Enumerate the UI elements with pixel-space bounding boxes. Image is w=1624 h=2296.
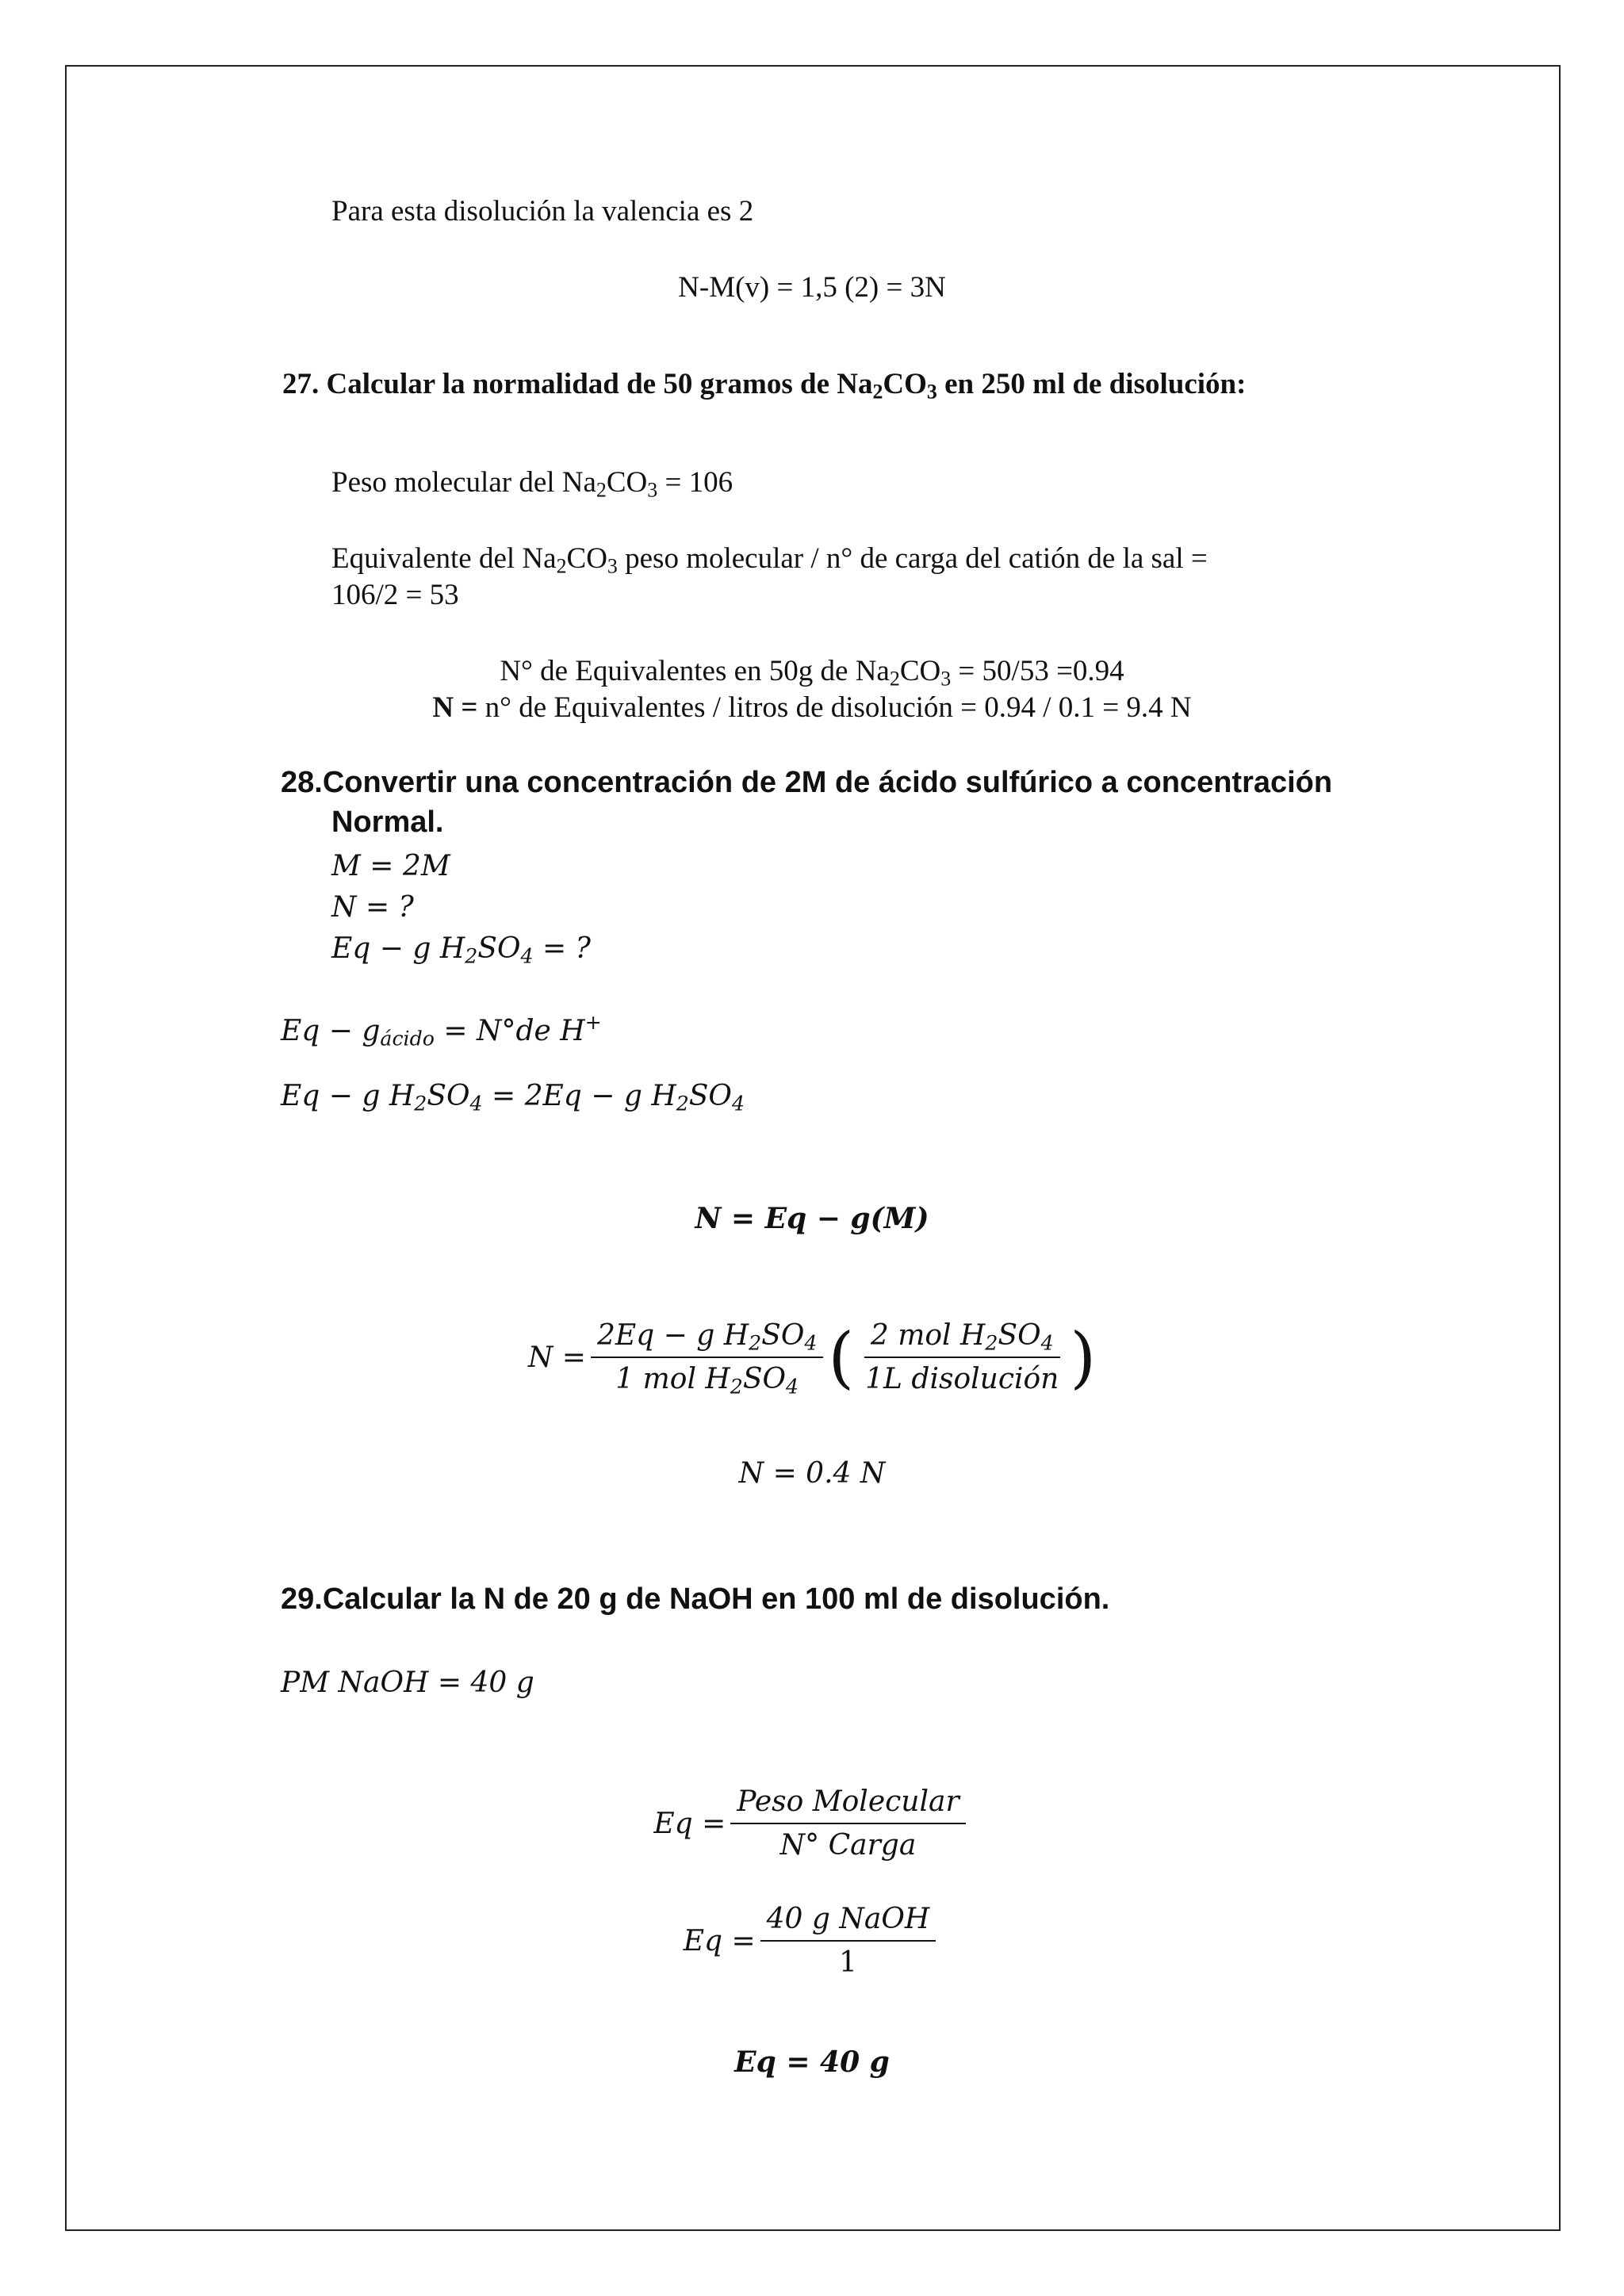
q27-normality-value: n° de Equivalentes / litros de disolución = 0.94 / 0.1 = 9.4 N [485,691,1192,724]
q27-number-equivalents: N° de Equivalentes en 50g de $Na_2CO_3 = 50/53 =0.94$ [500,655,1124,691]
q27-molecular-weight: Peso molecular del $Na_2CO_3 = 106$ [331,466,733,502]
q29-eq-result: Eq = 40 g [734,2045,890,2079]
q28-eq-acid: $Eq - g_{ácido} = N^\circ de$ H+ [281,1011,602,1050]
q29-eq2-fraction: $\frac{\text{40 g NaOH}}{1}$ [760,1903,936,1979]
q29-heading: 29.Calcular la N de 20 g de NaOH en 100 ml de disolución. [281,1582,1110,1616]
q28-heading-line2: Normal. [331,806,444,839]
q29-eq2-lhs: Eq = [683,1924,756,1957]
intro-text: Para esta disolución la valencia es 2 [331,195,754,228]
q28-fraction-equation: N = $\frac{2Eq - g H_2SO_4}{1 mol H_2SO_4}$ ( $\frac{2 mol H_2SO_4}{\text{1L disolución}}$ ) [527,1318,1097,1399]
q29-pm: PM NaOH = 40 g [281,1667,534,1699]
q29-eq-formula [0,1785,1624,1862]
q28-frac-lhs: N = [527,1341,586,1374]
q29-eq-lhs: Eq = [653,1807,726,1840]
q28-eq-h2so4: Eq − g $H_2SO_4 = 2Eq - g$ $H_2SO_4$ [281,1080,745,1115]
q27-heading: 27. Calcular la normalidad de 50 gramos de $Na_2CO_3$ en 250 ml de disolución: [282,368,1247,404]
q29-eq-substituted [0,1903,1624,1979]
q28-eqg-unknown: Eq − g $H_2SO_4$ = ? [331,932,591,968]
nm-formula: N-M(v) = 1,5 (2) = 3N [678,271,946,304]
q29-eq-fraction: $\frac{\text{Peso Molecular}}{\text{N° Carga}}$ [730,1785,965,1862]
q28-fraction-1: $\frac{2Eq - g H_2SO_4}{1 mol H_2SO_4}$ [591,1319,823,1395]
q27-normality [0,690,1624,726]
q28-molarity: M = 2M [331,850,450,882]
q28-fraction-2: $\frac{2 mol H_2SO_4}{\text{1L disolución}}$ [865,1319,1059,1395]
q27-equivalent-value: 106/2 = 53 [331,579,459,611]
q28-heading-line1: 28.Convertir una concentración de 2M de ácido sulfúrico a concentración [281,766,1333,799]
q27-normality-label: N = [432,691,478,724]
q27-equivalent-line: Equivalente del $Na_2CO_3$ peso molecular / n° de carga del catión de la sal = [331,542,1208,578]
q28-formula: N = Eq − g(M) [695,1202,929,1235]
q28-result: N = 0.4 N [738,1457,886,1490]
q28-normal-unknown: N = ? [331,891,414,924]
